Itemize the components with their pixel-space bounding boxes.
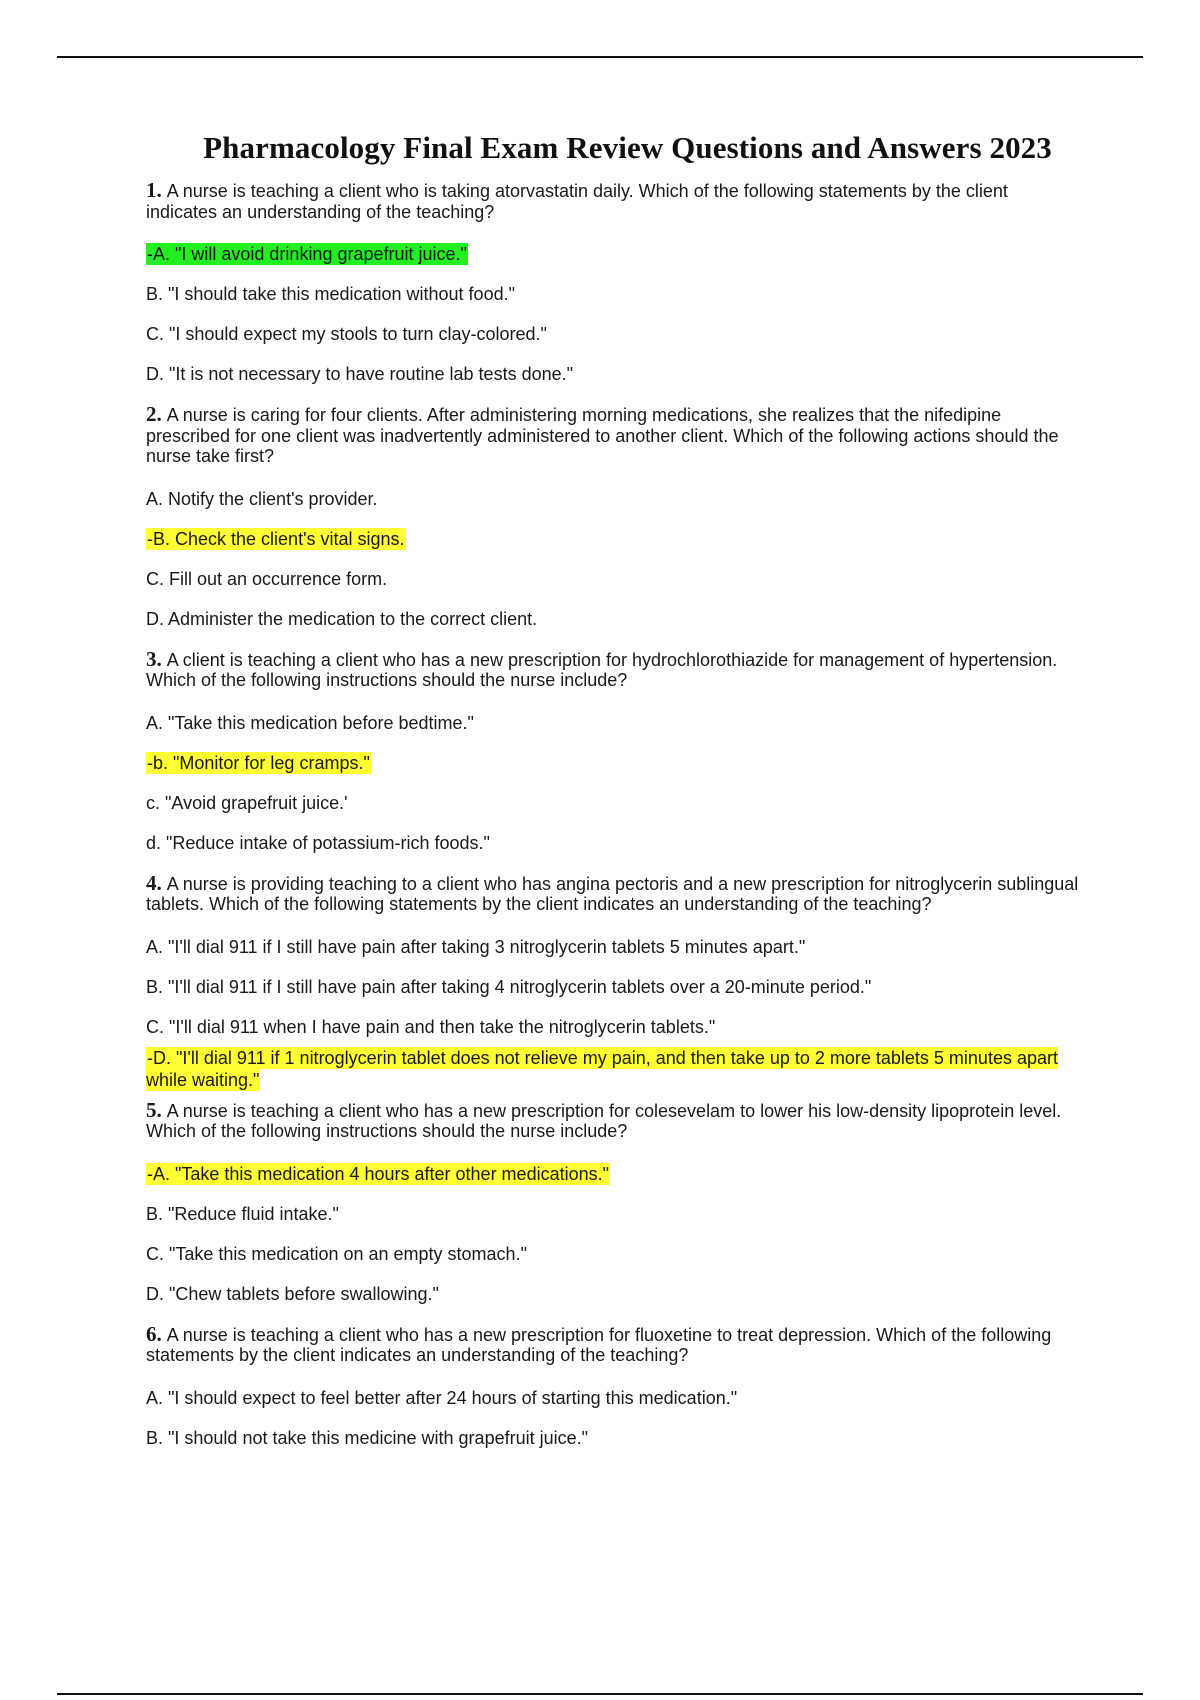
highlighted-answer: -B. Check the client's vital signs. (147, 528, 405, 549)
question-number: 6. (146, 1321, 162, 1346)
answer-option (146, 1244, 1081, 1265)
page-title: Pharmacology Final Exam Review Questions and Answers 2023 (203, 130, 1052, 165)
answer-option (146, 1428, 1081, 1449)
question-number: 4. (146, 870, 162, 895)
question-text: A client is teaching a client who has a new prescription for hydrochlorothiazide for management of hypertension. Which of the following instructions should the nurse include? (146, 649, 1058, 690)
answer-text: B. "I should not take this medicine with grapefruit juice." (146, 1427, 589, 1448)
question-stem (146, 404, 1081, 467)
answer-option (146, 324, 1081, 345)
answer-option (146, 833, 1081, 854)
answer-text: D. "Chew tablets before swallowing." (146, 1283, 439, 1304)
answer-option (146, 793, 1081, 814)
answer-option (146, 284, 1081, 305)
top-rule (57, 56, 1143, 58)
question-number: 3. (146, 646, 162, 671)
answer-text: D. "It is not necessary to have routine lab tests done." (146, 364, 574, 384)
answer-option (146, 977, 1081, 998)
answer-option (146, 569, 1081, 590)
question-stem (146, 180, 1081, 222)
answer-option (146, 1388, 1081, 1409)
answer-option-correct (146, 1047, 1081, 1091)
question-number: 2. (146, 402, 162, 426)
answer-text: C. "I'll dial 911 when I have pain and then take the nitroglycerin tablets." (146, 1016, 716, 1037)
answer-text: C. Fill out an occurrence form. (146, 568, 388, 589)
answer-option (146, 1204, 1081, 1225)
answer-text: B. "I'll dial 911 if I still have pain after taking 4 nitroglycerin tablets over a 20-minute period." (146, 976, 872, 997)
question-stem (146, 1321, 1081, 1366)
answer-option-correct (146, 1164, 1081, 1185)
question-stem (146, 646, 1081, 691)
highlighted-answer: -A. "Take this medication 4 hours after other medications." (147, 1163, 609, 1184)
answer-option-correct (146, 529, 1081, 550)
answer-text: c. "Avoid grapefruit juice.' (146, 792, 348, 813)
answer-text: C. "I should expect my stools to turn clay-colored." (146, 324, 547, 344)
question-text: A nurse is providing teaching to a client who has angina pectoris and a new prescription for nitroglycerin sublingual tablets. Which of the following statements by the client indicates an understanding of the teaching? (146, 873, 1079, 914)
question-text: A nurse is caring for four clients. After administering morning medications, she realizes that the nifedipine prescribed for one client was inadvertently administered to another client. Which of the following actions should the nurse take first? (146, 405, 1059, 466)
question-number: 1. (146, 178, 162, 202)
answer-text: d. "Reduce intake of potassium-rich foods." (146, 832, 490, 853)
question-6 (146, 1321, 1081, 1449)
answer-option (146, 364, 1081, 385)
bottom-rule (57, 1693, 1143, 1695)
answer-text: A. Notify the client's provider. (146, 488, 378, 509)
answer-text: D. Administer the medication to the correct client. (146, 608, 538, 629)
answer-text: C. "Take this medication on an empty stomach." (146, 1243, 527, 1264)
question-stem (146, 1097, 1081, 1142)
answer-option-correct (146, 244, 1081, 265)
highlighted-answer: -b. "Monitor for leg cramps." (147, 752, 370, 773)
document-body (146, 130, 1081, 1468)
answer-option (146, 937, 1081, 958)
highlighted-answer: -A. "I will avoid drinking grapefruit juice." (147, 244, 467, 264)
question-2 (146, 404, 1081, 630)
question-number: 5. (146, 1097, 162, 1122)
answer-option-correct (146, 753, 1081, 774)
answer-text: A. "I'll dial 911 if I still have pain after taking 3 nitroglycerin tablets 5 minutes apart." (146, 936, 806, 957)
question-1 (146, 180, 1081, 385)
highlighted-answer: -D. "I'll dial 911 if 1 nitroglycerin tablet does not relieve my pain, and then take up to 2 more tablets 5 minutes apart while waiting." (146, 1047, 1058, 1090)
question-3 (146, 646, 1081, 854)
answer-text: A. "Take this medication before bedtime." (146, 712, 474, 733)
answer-option (146, 713, 1081, 734)
question-stem (146, 870, 1081, 915)
answer-option (146, 1284, 1081, 1305)
answer-option (146, 489, 1081, 510)
question-5 (146, 1097, 1081, 1305)
question-text: A nurse is teaching a client who has a new prescription for fluoxetine to treat depression. Which of the following statements by the client indicates an understanding of the teaching? (146, 1324, 1052, 1365)
question-4 (146, 870, 1081, 1091)
answer-text: B. "Reduce fluid intake." (146, 1203, 339, 1224)
answer-option (146, 1017, 1081, 1038)
question-text: A nurse is teaching a client who has a new prescription for colesevelam to lower his low-density lipoprotein level. Which of the following instructions should the nurse include? (146, 1100, 1062, 1141)
question-text: A nurse is teaching a client who is taking atorvastatin daily. Which of the following statements by the client indicates an understanding of the teaching? (146, 181, 1008, 222)
answer-text: A. "I should expect to feel better after 24 hours of starting this medication." (146, 1387, 738, 1408)
answer-text: B. "I should take this medication without food." (146, 284, 515, 304)
answer-option (146, 609, 1081, 630)
